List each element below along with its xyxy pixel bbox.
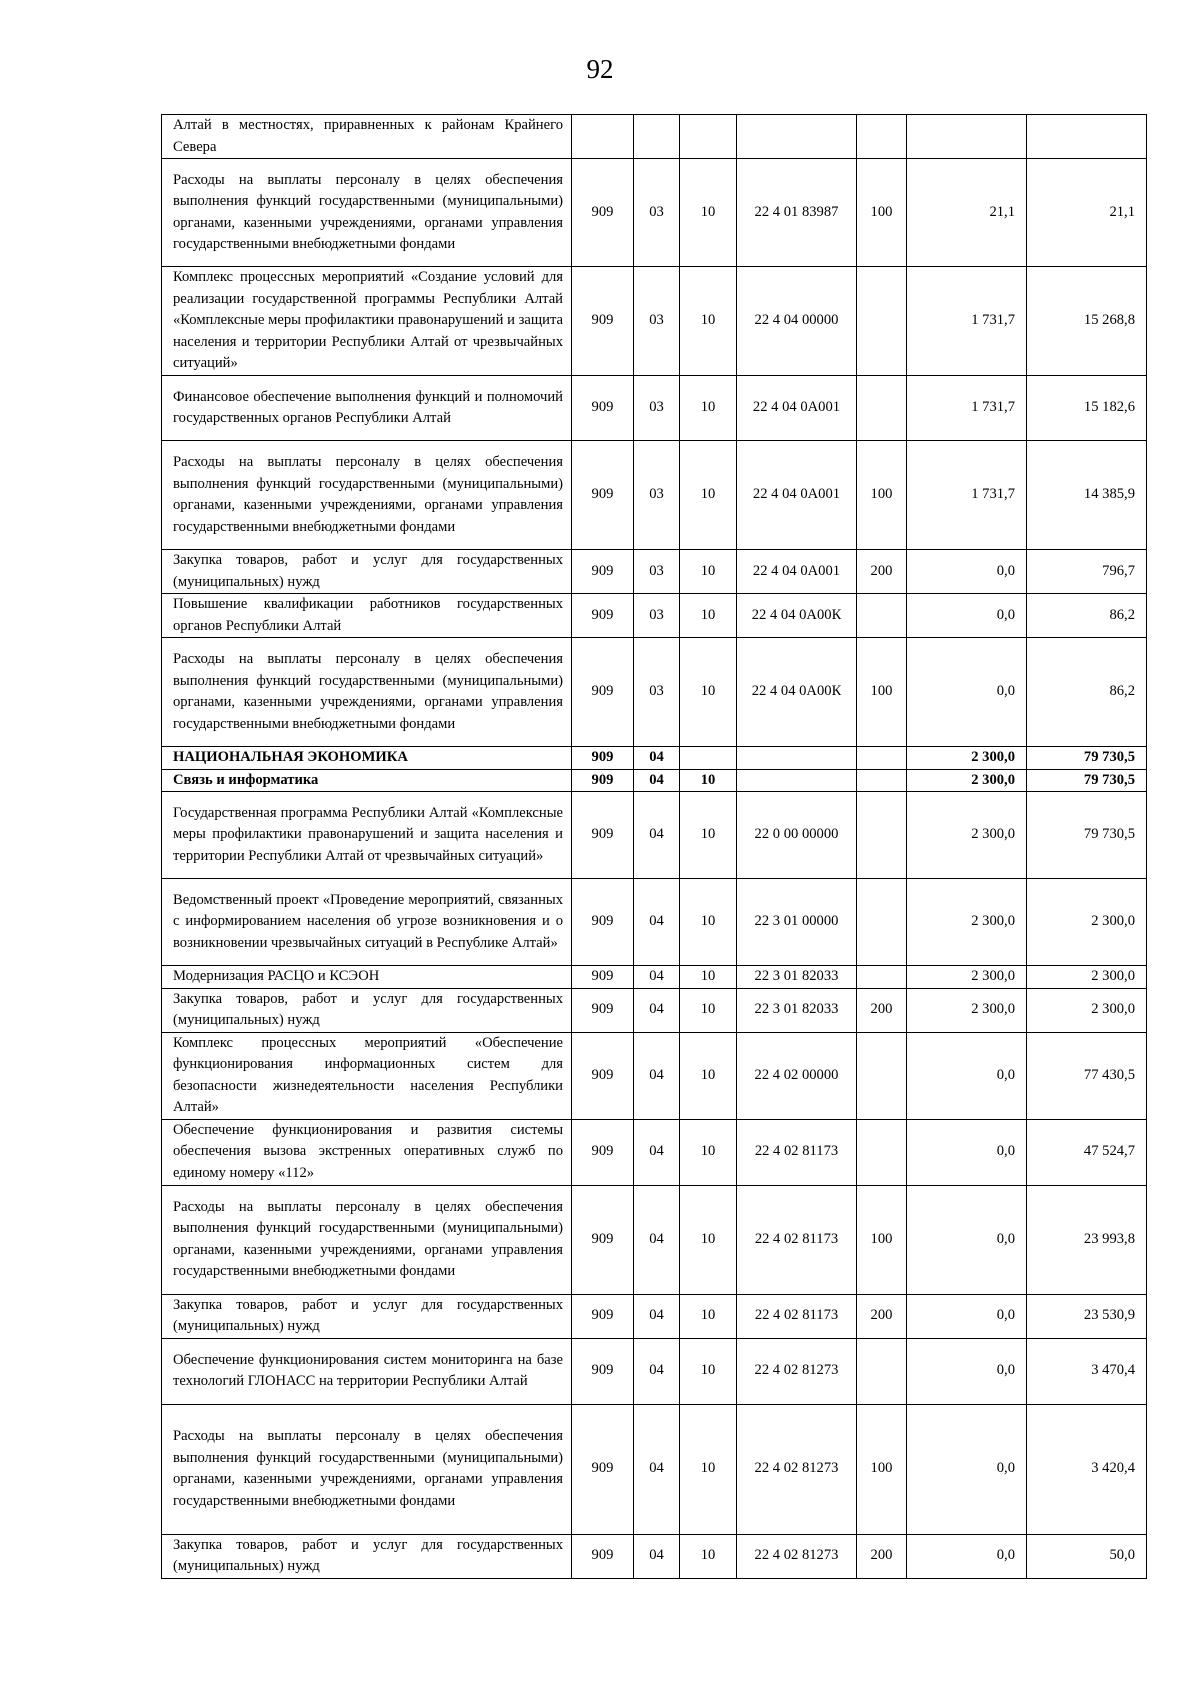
cell-section: 03 <box>634 267 680 376</box>
cell-name: Закупка товаров, работ и услуг для государственных (муниципальных) нужд <box>162 1534 572 1578</box>
cell-target-article: 22 3 01 82033 <box>737 988 857 1032</box>
cell-sum-2: 15 268,8 <box>1027 267 1147 376</box>
cell-subsection: 10 <box>680 879 737 966</box>
cell-expense-type: 100 <box>857 1185 907 1294</box>
cell-name: Закупка товаров, работ и услуг для государственных (муниципальных) нужд <box>162 1294 572 1338</box>
cell-sum-2: 86,2 <box>1027 594 1147 638</box>
cell-subsection: 10 <box>680 267 737 376</box>
cell-sum-1: 0,0 <box>907 1185 1027 1294</box>
cell-sum-1: 0,0 <box>907 1119 1027 1185</box>
cell-section: 03 <box>634 376 680 441</box>
cell-target-article: 22 4 04 0А00К <box>737 638 857 747</box>
table-row <box>162 1185 1147 1294</box>
cell-sum-2: 23 530,9 <box>1027 1294 1147 1338</box>
cell-sum-1: 2 300,0 <box>907 769 1027 792</box>
cell-sum-2: 3 420,4 <box>1027 1404 1147 1534</box>
cell-target-article: 22 4 02 81173 <box>737 1185 857 1294</box>
table-row <box>162 115 1147 159</box>
cell-section: 04 <box>634 966 680 989</box>
table-row <box>162 376 1147 441</box>
cell-target-article <box>737 769 857 792</box>
cell-sum-1: 2 300,0 <box>907 879 1027 966</box>
cell-sum-2: 14 385,9 <box>1027 441 1147 550</box>
cell-target-article: 22 4 04 0А001 <box>737 376 857 441</box>
cell-expense-type <box>857 747 907 770</box>
cell-sum-2: 2 300,0 <box>1027 966 1147 989</box>
table-body <box>162 115 1147 1579</box>
cell-sum-2: 77 430,5 <box>1027 1032 1147 1119</box>
cell-target-article: 22 4 04 0А001 <box>737 441 857 550</box>
cell-subsection: 10 <box>680 966 737 989</box>
cell-expense-type <box>857 267 907 376</box>
cell-sum-2: 2 300,0 <box>1027 988 1147 1032</box>
cell-grbs: 909 <box>572 1338 634 1404</box>
cell-target-article: 22 4 04 00000 <box>737 267 857 376</box>
cell-subsection: 10 <box>680 159 737 267</box>
cell-section: 04 <box>634 1534 680 1578</box>
cell-target-article: 22 3 01 00000 <box>737 879 857 966</box>
cell-grbs: 909 <box>572 550 634 594</box>
page-number: 92 <box>586 54 614 84</box>
cell-sum-1: 2 300,0 <box>907 792 1027 879</box>
cell-sum-1: 2 300,0 <box>907 747 1027 770</box>
cell-sum-1: 0,0 <box>907 550 1027 594</box>
cell-grbs: 909 <box>572 792 634 879</box>
cell-sum-2: 50,0 <box>1027 1534 1147 1578</box>
cell-sum-1: 0,0 <box>907 1032 1027 1119</box>
cell-expense-type <box>857 879 907 966</box>
cell-grbs: 909 <box>572 1032 634 1119</box>
cell-name: Расходы на выплаты персоналу в целях обеспечения выполнения функций государственными (муниципальными) органами, казенными учреждениями, органами управления государственными внебюджетными фондами <box>162 159 572 267</box>
table-row <box>162 159 1147 267</box>
cell-expense-type: 100 <box>857 638 907 747</box>
table-row <box>162 1404 1147 1534</box>
cell-subsection: 10 <box>680 550 737 594</box>
cell-sum-1: 2 300,0 <box>907 966 1027 989</box>
table-row <box>162 267 1147 376</box>
cell-expense-type: 200 <box>857 1294 907 1338</box>
cell-name: Повышение квалификации работников государственных органов Республики Алтай <box>162 594 572 638</box>
cell-expense-type: 200 <box>857 1534 907 1578</box>
cell-grbs: 909 <box>572 1404 634 1534</box>
cell-name: Закупка товаров, работ и услуг для государственных (муниципальных) нужд <box>162 988 572 1032</box>
cell-grbs: 909 <box>572 159 634 267</box>
cell-sum-1: 0,0 <box>907 1534 1027 1578</box>
cell-section: 03 <box>634 441 680 550</box>
cell-target-article <box>737 747 857 770</box>
table-row <box>162 550 1147 594</box>
cell-subsection: 10 <box>680 376 737 441</box>
cell-grbs: 909 <box>572 966 634 989</box>
cell-sum-2: 47 524,7 <box>1027 1119 1147 1185</box>
cell-target-article: 22 4 04 0А00К <box>737 594 857 638</box>
cell-target-article: 22 4 02 81273 <box>737 1534 857 1578</box>
cell-subsection: 10 <box>680 1338 737 1404</box>
cell-subsection <box>680 115 737 159</box>
cell-expense-type: 100 <box>857 441 907 550</box>
cell-name: Алтай в местностях, приравненных к районам Крайнего Севера <box>162 115 572 159</box>
cell-expense-type <box>857 966 907 989</box>
cell-section: 04 <box>634 879 680 966</box>
cell-grbs: 909 <box>572 638 634 747</box>
cell-target-article: 22 0 00 00000 <box>737 792 857 879</box>
table-row <box>162 1032 1147 1119</box>
cell-subsection: 10 <box>680 1534 737 1578</box>
cell-sum-2 <box>1027 115 1147 159</box>
cell-sum-2: 2 300,0 <box>1027 879 1147 966</box>
cell-grbs <box>572 115 634 159</box>
cell-sum-2: 21,1 <box>1027 159 1147 267</box>
table-row <box>162 1534 1147 1578</box>
cell-grbs: 909 <box>572 1294 634 1338</box>
cell-sum-2: 796,7 <box>1027 550 1147 594</box>
cell-subsection: 10 <box>680 769 737 792</box>
cell-name: Связь и информатика <box>162 769 572 792</box>
cell-section: 03 <box>634 159 680 267</box>
cell-name: Комплекс процессных мероприятий «Создание условий для реализации государственной программы Республики Алтай «Комплексные меры профилактики правонарушений и защита населения и территории Республики Алтай от чрезвычайных ситуаций» <box>162 267 572 376</box>
cell-grbs: 909 <box>572 376 634 441</box>
cell-subsection: 10 <box>680 594 737 638</box>
table-row <box>162 747 1147 770</box>
table-row <box>162 769 1147 792</box>
cell-expense-type <box>857 792 907 879</box>
cell-sum-1: 1 731,7 <box>907 267 1027 376</box>
cell-grbs: 909 <box>572 988 634 1032</box>
cell-sum-2: 79 730,5 <box>1027 747 1147 770</box>
cell-name: НАЦИОНАЛЬНАЯ ЭКОНОМИКА <box>162 747 572 770</box>
cell-section: 03 <box>634 594 680 638</box>
cell-expense-type: 200 <box>857 988 907 1032</box>
cell-expense-type <box>857 1032 907 1119</box>
cell-target-article: 22 4 02 81173 <box>737 1119 857 1185</box>
cell-subsection: 10 <box>680 1119 737 1185</box>
cell-target-article: 22 4 04 0А001 <box>737 550 857 594</box>
cell-section: 04 <box>634 1338 680 1404</box>
cell-sum-1: 0,0 <box>907 638 1027 747</box>
cell-sum-2: 15 182,6 <box>1027 376 1147 441</box>
cell-expense-type <box>857 1338 907 1404</box>
table-row <box>162 594 1147 638</box>
cell-name: Финансовое обеспечение выполнения функций и полномочий государственных органов Республики Алтай <box>162 376 572 441</box>
cell-expense-type <box>857 594 907 638</box>
cell-subsection <box>680 747 737 770</box>
cell-sum-2: 79 730,5 <box>1027 769 1147 792</box>
cell-sum-2: 23 993,8 <box>1027 1185 1147 1294</box>
cell-subsection: 10 <box>680 988 737 1032</box>
table-row <box>162 1294 1147 1338</box>
cell-subsection: 10 <box>680 441 737 550</box>
cell-sum-1: 0,0 <box>907 594 1027 638</box>
cell-expense-type <box>857 376 907 441</box>
cell-section: 03 <box>634 550 680 594</box>
table-row <box>162 1119 1147 1185</box>
cell-section: 04 <box>634 1185 680 1294</box>
cell-sum-1: 0,0 <box>907 1338 1027 1404</box>
cell-sum-2: 79 730,5 <box>1027 792 1147 879</box>
cell-name: Комплекс процессных мероприятий «Обеспечение функционирования информационных систем для безопасности жизнедеятельности населения Республики Алтай» <box>162 1032 572 1119</box>
table-row <box>162 988 1147 1032</box>
cell-subsection: 10 <box>680 1294 737 1338</box>
cell-expense-type <box>857 769 907 792</box>
cell-name: Модернизация РАСЦО и КСЭОН <box>162 966 572 989</box>
cell-target-article: 22 4 02 00000 <box>737 1032 857 1119</box>
cell-subsection: 10 <box>680 1032 737 1119</box>
cell-name: Государственная программа Республики Алтай «Комплексные меры профилактики правонарушений и защита населения и территории Республики Алтай от чрезвычайных ситуаций» <box>162 792 572 879</box>
cell-expense-type <box>857 1119 907 1185</box>
cell-target-article <box>737 115 857 159</box>
table-row <box>162 638 1147 747</box>
cell-expense-type: 200 <box>857 550 907 594</box>
cell-section: 04 <box>634 988 680 1032</box>
cell-subsection: 10 <box>680 638 737 747</box>
table-row <box>162 792 1147 879</box>
cell-target-article: 22 4 01 83987 <box>737 159 857 267</box>
cell-section: 04 <box>634 1294 680 1338</box>
cell-target-article: 22 4 02 81273 <box>737 1338 857 1404</box>
cell-target-article: 22 4 02 81173 <box>737 1294 857 1338</box>
cell-name: Расходы на выплаты персоналу в целях обеспечения выполнения функций государственными (муниципальными) органами, казенными учреждениями, органами управления государственными внебюджетными фондами <box>162 1404 572 1534</box>
cell-section: 04 <box>634 1032 680 1119</box>
cell-grbs: 909 <box>572 879 634 966</box>
cell-section: 04 <box>634 769 680 792</box>
cell-subsection: 10 <box>680 1404 737 1534</box>
cell-name: Обеспечение функционирования и развития системы обеспечения вызова экстренных оперативных служб по единому номеру «112» <box>162 1119 572 1185</box>
cell-grbs: 909 <box>572 267 634 376</box>
cell-expense-type <box>857 115 907 159</box>
cell-grbs: 909 <box>572 594 634 638</box>
cell-section: 04 <box>634 747 680 770</box>
cell-sum-2: 3 470,4 <box>1027 1338 1147 1404</box>
budget-table <box>161 114 1147 1579</box>
cell-subsection: 10 <box>680 792 737 879</box>
cell-name: Расходы на выплаты персоналу в целях обеспечения выполнения функций государственными (муниципальными) органами, казенными учреждениями, органами управления государственными внебюджетными фондами <box>162 638 572 747</box>
cell-name: Закупка товаров, работ и услуг для государственных (муниципальных) нужд <box>162 550 572 594</box>
cell-sum-1: 21,1 <box>907 159 1027 267</box>
cell-sum-1: 1 731,7 <box>907 376 1027 441</box>
cell-grbs: 909 <box>572 769 634 792</box>
cell-target-article: 22 3 01 82033 <box>737 966 857 989</box>
cell-name: Расходы на выплаты персоналу в целях обеспечения выполнения функций государственными (муниципальными) органами, казенными учреждениями, органами управления государственными внебюджетными фондами <box>162 1185 572 1294</box>
cell-grbs: 909 <box>572 441 634 550</box>
cell-grbs: 909 <box>572 1534 634 1578</box>
cell-section <box>634 115 680 159</box>
cell-grbs: 909 <box>572 747 634 770</box>
cell-grbs: 909 <box>572 1119 634 1185</box>
cell-name: Ведомственный проект «Проведение мероприятий, связанных с информированием населения об угрозе возникновения и о возникновении чрезвычайных ситуаций в Республике Алтай» <box>162 879 572 966</box>
cell-expense-type: 100 <box>857 1404 907 1534</box>
cell-sum-1: 0,0 <box>907 1294 1027 1338</box>
cell-section: 04 <box>634 1404 680 1534</box>
cell-section: 04 <box>634 792 680 879</box>
cell-grbs: 909 <box>572 1185 634 1294</box>
table-row <box>162 966 1147 989</box>
cell-expense-type: 100 <box>857 159 907 267</box>
cell-sum-1: 2 300,0 <box>907 988 1027 1032</box>
cell-subsection: 10 <box>680 1185 737 1294</box>
table-row <box>162 879 1147 966</box>
cell-sum-1 <box>907 115 1027 159</box>
table-row <box>162 1338 1147 1404</box>
cell-section: 03 <box>634 638 680 747</box>
cell-target-article: 22 4 02 81273 <box>737 1404 857 1534</box>
table-row <box>162 441 1147 550</box>
cell-section: 04 <box>634 1119 680 1185</box>
cell-name: Расходы на выплаты персоналу в целях обеспечения выполнения функций государственными (муниципальными) органами, казенными учреждениями, органами управления государственными внебюджетными фондами <box>162 441 572 550</box>
cell-sum-1: 1 731,7 <box>907 441 1027 550</box>
cell-name: Обеспечение функционирования систем мониторинга на базе технологий ГЛОНАСС на территории Республики Алтай <box>162 1338 572 1404</box>
cell-sum-1: 0,0 <box>907 1404 1027 1534</box>
cell-sum-2: 86,2 <box>1027 638 1147 747</box>
